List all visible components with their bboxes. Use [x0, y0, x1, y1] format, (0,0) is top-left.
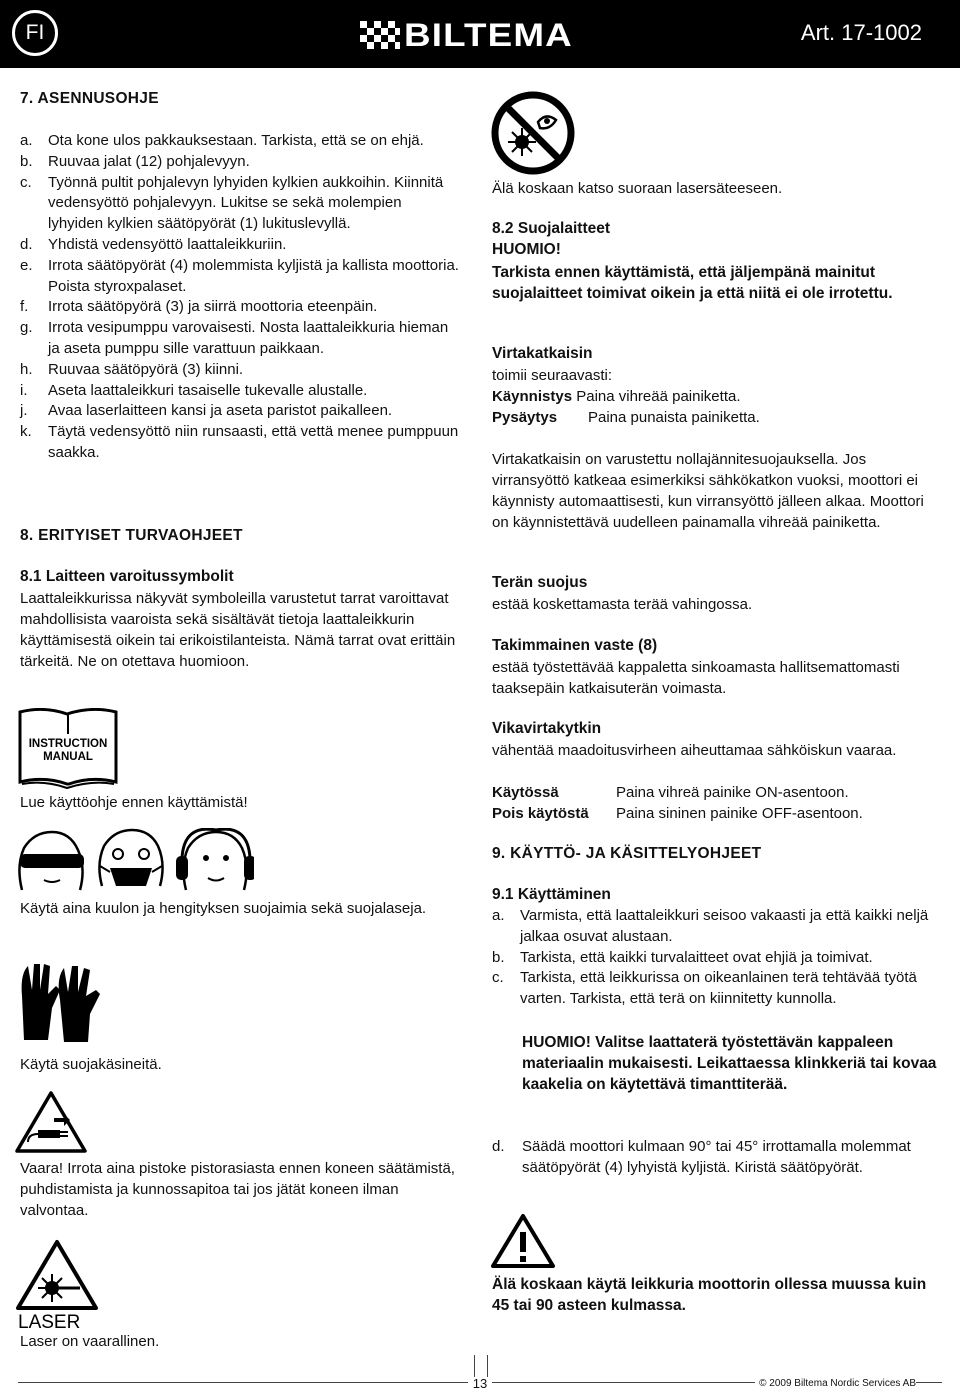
laser-warning-icon: [14, 1238, 100, 1330]
list-item-label: f.: [20, 298, 29, 316]
virtakatkaisin-text: Virtakatkaisin on varustettu nollajännitesuojauksella. Jos virransyöttö katkeaa esimerkiksi sähkökatkon vuoksi, moottori ei käynnisty automaattisesti, kun virransyöttö jälleen alkaa. Moottori on käynnistettävä uudelleen painamalla vihreää painiketta.: [492, 451, 924, 531]
laser-caption: Laser on vaarallinen.: [20, 1333, 160, 1350]
list-item-text: Tarkista, että kaikki turvalaitteet ovat ehjiä ja toimivat.: [520, 948, 873, 966]
list-item-text: Irrota säätöpyörät (4) molemmista kyljistä ja kallista moottoria. Poista styroxpalaset.: [48, 256, 459, 295]
list-item-text: Ruuvaa jalat (12) pohjalevyyn.: [48, 152, 250, 170]
virtakatkaisin-title: Virtakatkaisin: [492, 345, 593, 362]
section-9-title: 9. KÄYTTÖ- JA KÄSITTELYOHJEET: [492, 845, 762, 862]
list-item: [20, 235, 460, 256]
list-item-label: a.: [20, 132, 33, 149]
pysaytys-label: Pysäytys: [492, 409, 558, 426]
vikavirtakytkin-text: vähentää maadoitusvirheen aiheuttamaa sähköiskun vaaraa.: [492, 742, 897, 759]
manual-caption: Lue käyttöohje ennen käyttämistä!: [20, 794, 248, 811]
page-number: 13: [468, 1377, 492, 1391]
protective-gloves-icon: [18, 960, 108, 1046]
page-header: [0, 0, 960, 68]
list-item-label: c.: [492, 969, 504, 987]
list-item-label: d.: [20, 235, 33, 253]
section-9-1-title: 9.1 Käyttäminen: [492, 886, 611, 903]
ear-protection-icon: [176, 829, 254, 890]
vikavirtakytkin-title: Vikavirtakytkin: [492, 720, 602, 737]
manual-text-line1: INSTRUCTION: [28, 738, 108, 750]
list-item: [20, 131, 460, 152]
list-item-label: g.: [20, 319, 33, 337]
list-item: [492, 906, 944, 948]
list-item: [20, 422, 460, 464]
list-item: [20, 297, 460, 318]
unplug-caption: Vaara! Irrota aina pistoke pistorasiasta ennen koneen säätämistä, puhdistamista ja kunnossapitoa tai jos jätät koneen ilman valvontaa.: [20, 1160, 455, 1219]
takimmainen-vaste-title: Takimmainen vaste (8): [492, 637, 658, 654]
list-item: [20, 256, 460, 298]
biltema-logo: [360, 18, 600, 52]
list-item: [20, 173, 460, 235]
list-item-label: h.: [20, 360, 33, 378]
list-item-text: Varmista, että laattaleikkuri seisoo vakaasti ja että kaikki neljä jalkaa osuvat alustaan.: [520, 907, 929, 945]
list-item-label: i.: [20, 381, 28, 399]
instruction-manual-icon: [18, 708, 118, 790]
list-item-label: a.: [492, 907, 505, 924]
pois-kaytosta-label: Pois käytöstä: [492, 805, 589, 822]
teran-suojus-title: Terän suojus: [492, 574, 588, 591]
list-item: [492, 968, 944, 1010]
list-item-label: b.: [492, 948, 505, 966]
list-item-text: Täytä vedensyöttö niin runsaasti, että vettä menee pumppuun saakka.: [48, 423, 459, 461]
list-item-text: Tarkista, että leikkurissa on oikeanlainen terä tehtävää työtä varten. Tarkista, että terä on kiinnitetty kunnolla.: [520, 969, 917, 1008]
no-laser-look-icon: [490, 90, 576, 176]
kaynnistys-text: Paina vihreää painiketta.: [576, 388, 741, 405]
section-7-title: 7. ASENNUSOHJE: [20, 90, 159, 107]
section-8-1-text: Laattaleikkurissa näkyvät symboleilla varustetut tarrat varoittavat mahdollisista vaaroista sekä sisältävät tietoja laattaleikkurin käyttämisestä oikein tai erikoistilanteista. Nämä tarrat ovat erittäin tärkeitä. Ne on otettava huomioon.: [20, 590, 456, 670]
virtakatkaisin-sub: toimii seuraavasti:: [492, 367, 613, 384]
list-item-label: c.: [20, 173, 32, 191]
pois-kaytosta-text: Paina sininen painike OFF-asentoon.: [616, 805, 863, 822]
language-badge: FI: [12, 10, 58, 56]
list-item-text: Työnnä pultit pohjalevyn lyhyiden kylkien aukkoihin. Kiinnitä vedensyöttö pohjalevyyn. Lukitse se sekä molempien lyhyiden kylkien säätöpyörät (1) lukituslevyllä.: [48, 173, 444, 233]
laser-label: LASER: [18, 1312, 81, 1330]
list-item: [20, 318, 460, 360]
article-number: Art. 17-1002: [800, 20, 922, 45]
list-item-text: Irrota vesipumppu varovaisesti. Nosta laattaleikkuria hieman ja aseta pumppu sille varattuun paikkaan.: [48, 319, 449, 357]
gloves-caption: Käytä suojakäsineitä.: [20, 1056, 162, 1073]
list-item-text: Ruuvaa säätöpyörä (3) kiinni.: [48, 360, 244, 378]
list-item: [492, 948, 944, 969]
kaytossa-label: Käytössä: [492, 784, 559, 801]
list-item: [20, 381, 460, 402]
installation-steps-list: [20, 131, 460, 464]
manual-text-line2: MANUAL: [43, 751, 93, 763]
takimmainen-vaste-text: estää työstettävää kappaletta sinkoamasta hallitsemattomasti taaksepäin katkaisuterän voimasta.: [492, 659, 900, 697]
huomio-text: Tarkista ennen käyttämistä, että jäljempänä mainitut suojalaitteet toimivat oikein ja että niitä ei ole irrotettu.: [492, 264, 893, 302]
list-item-label: j.: [20, 402, 28, 420]
no-look-caption: Älä koskaan katso suoraan lasersäteeseen.: [492, 180, 783, 197]
list-item: [20, 152, 460, 173]
list-item: [20, 401, 460, 422]
list-item-text: Ota kone ulos pakkauksestaan. Tarkista, että se on ehjä.: [48, 132, 424, 149]
ppe-caption: Käytä aina kuulon ja hengityksen suojaimia sekä suojalaseja.: [20, 900, 427, 917]
copyright: © 2009 Biltema Nordic Services AB: [755, 1378, 916, 1389]
section-8-title: 8. ERITYISET TURVAOHJEET: [20, 527, 243, 544]
list-item-text: Avaa laserlaitteen kansi ja aseta paristot paikalleen.: [48, 402, 393, 420]
huomio-label: HUOMIO!: [492, 241, 561, 258]
pysaytys-text: Paina punaista painiketta.: [588, 409, 760, 426]
list-item-label: e.: [20, 256, 33, 274]
unplug-warning-icon: [14, 1090, 88, 1154]
list-item-text: Irrota säätöpyörä (3) ja siirrä moottoria eteenpäin.: [48, 298, 378, 316]
usage-steps-list: [492, 906, 944, 1010]
respirator-mask-icon: [99, 830, 162, 886]
brand-name: BILTEMA: [404, 17, 573, 53]
huomio-blade-text: HUOMIO! Valitse laattaterä työstettävän kappaleen materiaalin mukaisesti. Leikattaessa klinkkeriä tai kovaa kaakelia on käytettävä timanttiterää.: [522, 1034, 937, 1093]
teran-suojus-text: estää koskettamasta terää vahingossa.: [492, 596, 753, 613]
list-item-text: Aseta laattaleikkuri tasaiselle tukevalle alustalle.: [48, 381, 368, 399]
list-item-label: b.: [20, 152, 33, 170]
list-item-text: Yhdistä vedensyöttö laattaleikkuriin.: [48, 235, 287, 253]
item-d-text: Säädä moottori kulmaan 90° tai 45° irrottamalla molemmat säätöpyörät (4) lyhyistä kyljistä. Kiristä säätöpyörät.: [522, 1138, 911, 1176]
general-warning-icon: [490, 1212, 556, 1270]
checkered-flag-icon: [360, 21, 400, 49]
angle-warning-text: Älä koskaan käytä leikkuria moottorin ollessa muussa kuin 45 tai 90 asteen kulmassa.: [492, 1276, 927, 1314]
kaynnistys-label: Käynnistys: [492, 388, 573, 405]
item-d-label: d.: [492, 1138, 505, 1155]
kaytossa-text: Paina vihreä painike ON-asentoon.: [616, 784, 849, 801]
protective-equipment-icons: [14, 828, 254, 896]
list-item: [20, 360, 460, 381]
section-8-2-title: 8.2 Suojalaitteet: [492, 220, 611, 237]
safety-glasses-icon: [19, 832, 84, 890]
list-item-label: k.: [20, 423, 32, 441]
section-8-1-title: 8.1 Laitteen varoitussymbolit: [20, 568, 234, 585]
